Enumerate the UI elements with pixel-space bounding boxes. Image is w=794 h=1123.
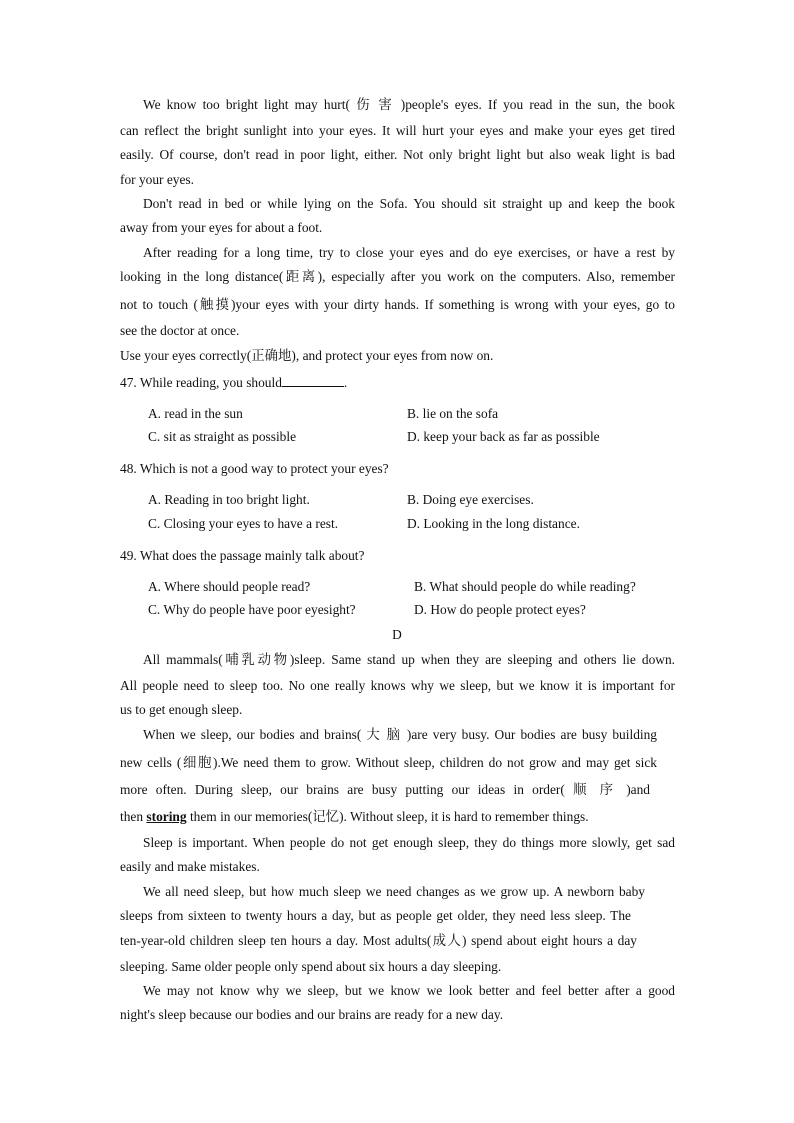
question-49-option-c: C. Why do people have poor eyesight? xyxy=(148,602,356,617)
line-start-text: then xyxy=(120,809,147,824)
section-heading-d: D xyxy=(392,627,402,642)
passage-d-paragraph-4-line-2: sleeps from sixteen to twenty hours a day, but as people get older, they need less sleep. The xyxy=(120,908,631,923)
question-47-option-b: B. lie on the sofa xyxy=(407,406,499,421)
passage-c-paragraph-1-line-2: can reflect the bright sunlight into your eyes. It will hurt your eyes and make your eyes get tired xyxy=(120,123,675,138)
passage-d-paragraph-4-line-3: ten-year-old children sleep ten hours a day. Most adults(成人) spend about eight hours a day xyxy=(120,933,637,948)
passage-d-paragraph-2-line-1: When we sleep, our bodies and brains( 大 脑 )are very busy. Our bodies are busy building xyxy=(143,727,657,742)
question-47-stem xyxy=(120,374,347,391)
question-48-option-b: B. Doing eye exercises. xyxy=(407,492,534,507)
question-47-option-a: A. read in the sun xyxy=(148,406,243,421)
passage-d-paragraph-2-line-2: new cells (细胞).We need them to grow. Without sleep, children do not grow and may get sick xyxy=(120,755,657,770)
line-end-text: them in our memories(记忆). Without sleep, it is hard to remember things. xyxy=(186,809,589,824)
passage-d-paragraph-5-line-2: night's sleep because our bodies and our brains are ready for a new day. xyxy=(120,1007,504,1022)
question-47-option-c: C. sit as straight as possible xyxy=(148,429,297,444)
question-48-option-c: C. Closing your eyes to have a rest. xyxy=(148,516,339,531)
passage-c-paragraph-2-line-2: away from your eyes for about a foot. xyxy=(120,220,323,235)
question-49-option-a: A. Where should people read? xyxy=(148,579,311,594)
passage-c-paragraph-3-line-3: not to touch (触摸)your eyes with your dirty hands. If something is wrong with your eyes, go to xyxy=(120,297,675,312)
passage-c-paragraph-3-line-4: see the doctor at once. xyxy=(120,323,240,338)
question-49-option-d: D. How do people protect eyes? xyxy=(414,602,586,617)
question-47-stem-text: 47. While reading, you should xyxy=(120,375,282,390)
passage-c-paragraph-3-line-2: looking in the long distance(距离), especially after you work on the computers. Also, remember xyxy=(120,269,675,284)
question-48-stem: 48. Which is not a good way to protect your eyes? xyxy=(120,461,389,476)
passage-c-paragraph-3-line-1: After reading for a long time, try to close your eyes and do eye exercises, or have a rest by xyxy=(143,245,675,260)
question-49-option-b: B. What should people do while reading? xyxy=(414,579,636,594)
answer-blank xyxy=(282,374,344,387)
passage-d-paragraph-1-line-3: us to get enough sleep. xyxy=(120,702,243,717)
question-47-stem-end: . xyxy=(343,375,348,390)
question-48-option-d: D. Looking in the long distance. xyxy=(407,516,580,531)
passage-d-paragraph-2-line-3: more often. During sleep, our brains are busy putting our ideas in order( 顺 序 )and xyxy=(120,782,650,797)
underlined-answer-storing: storing xyxy=(146,809,187,824)
question-49-stem: 49. What does the passage mainly talk about? xyxy=(120,548,365,563)
passage-c-paragraph-1-line-1: We know too bright light may hurt( 伤 害 )people's eyes. If you read in the sun, the book xyxy=(143,97,675,112)
passage-d-paragraph-4-line-4: sleeping. Same older people only spend about six hours a day sleeping. xyxy=(120,959,502,974)
passage-d-paragraph-4-line-1: We all need sleep, but how much sleep we need changes as we grow up. A newborn baby xyxy=(143,884,645,899)
passage-d-paragraph-2-line-4 xyxy=(120,809,589,825)
passage-c-paragraph-1-line-3: easily. Of course, don't read in poor light, either. Not only bright light but also weak light is bad xyxy=(120,147,675,162)
passage-d-paragraph-3-line-2: easily and make mistakes. xyxy=(120,859,260,874)
passage-d-paragraph-1-line-2: All people need to sleep too. No one really knows why we sleep, but we know it is important for xyxy=(120,678,675,693)
passage-c-paragraph-1-line-4: for your eyes. xyxy=(120,172,194,187)
passage-c-paragraph-2-line-1: Don't read in bed or while lying on the Sofa. You should sit straight up and keep the book xyxy=(143,196,675,211)
passage-d-paragraph-1-line-1: All mammals(哺乳动物)sleep. Same stand up when they are sleeping and others lie down. xyxy=(143,652,675,667)
question-47-option-d: D. keep your back as far as possible xyxy=(407,429,600,444)
passage-c-paragraph-4: Use your eyes correctly(正确地), and protect your eyes from now on. xyxy=(120,348,494,363)
passage-d-paragraph-5-line-1: We may not know why we sleep, but we know we look better and feel better after a good xyxy=(143,983,675,998)
question-48-option-a: A. Reading in too bright light. xyxy=(148,492,310,507)
passage-d-paragraph-3-line-1: Sleep is important. When people do not get enough sleep, they do things more slowly, get sad xyxy=(143,835,675,850)
